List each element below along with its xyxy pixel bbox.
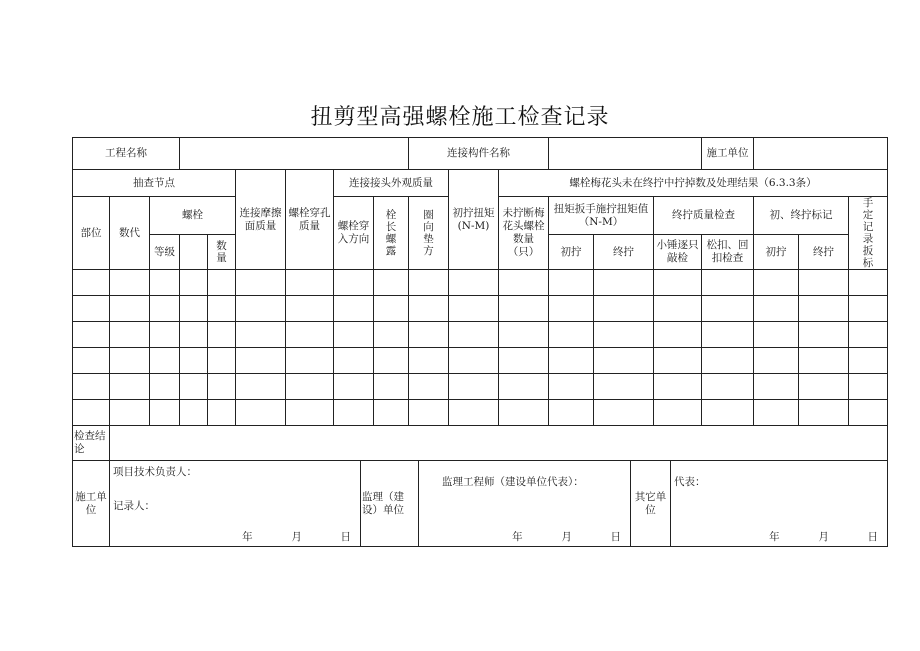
construction-unit-sig-label: 施工单位 — [73, 461, 110, 547]
table-cell[interactable] — [110, 374, 150, 400]
supervision-unit-label: 监理（建设）单位 — [361, 461, 419, 547]
table-cell[interactable] — [754, 400, 799, 426]
table-cell[interactable] — [150, 374, 180, 400]
table-cell[interactable] — [334, 400, 374, 426]
table-cell[interactable] — [334, 296, 374, 322]
table-cell[interactable] — [73, 322, 110, 348]
component-name-value[interactable] — [549, 138, 702, 170]
month-label: 月 — [561, 530, 572, 543]
table-cell[interactable] — [409, 374, 449, 400]
table-cell[interactable] — [754, 270, 799, 296]
insertion-direction-header: 螺栓穿入方向 — [334, 197, 374, 270]
table-cell[interactable] — [110, 348, 150, 374]
table-cell[interactable] — [110, 322, 150, 348]
mark-final-header: 终拧 — [799, 235, 849, 270]
table-cell[interactable] — [374, 322, 409, 348]
table-cell[interactable] — [499, 296, 549, 322]
year-label: 年 — [512, 530, 523, 543]
table-cell[interactable] — [799, 270, 849, 296]
construction-sig-block[interactable] — [110, 461, 361, 547]
table-cell[interactable] — [180, 348, 208, 374]
inspection-node-header: 抽查节点 — [73, 170, 236, 197]
table-cell[interactable] — [594, 322, 654, 348]
wrench-torque-header: 扭矩扳手施拧扭矩值（N-M） — [549, 197, 654, 235]
table-cell[interactable] — [110, 400, 150, 426]
plum-head-group-header: 螺栓梅花头未在终拧中拧掉数及处理结果（6.3.3条） — [499, 170, 888, 197]
table-cell[interactable] — [499, 322, 549, 348]
tech-lead-label: 项目技术负责人： — [113, 465, 197, 478]
table-cell[interactable] — [549, 348, 594, 374]
table-row — [73, 296, 888, 322]
table-cell[interactable] — [499, 374, 549, 400]
table-cell[interactable] — [654, 400, 702, 426]
table-cell[interactable] — [236, 400, 286, 426]
table-cell[interactable] — [110, 270, 150, 296]
table-cell[interactable] — [799, 400, 849, 426]
supervision-engineer-label: 监理工程师（建设单位代表）： — [442, 475, 584, 488]
table-cell[interactable] — [208, 374, 236, 400]
other-date — [769, 531, 878, 544]
table-cell[interactable] — [374, 348, 409, 374]
location-header: 部位 — [73, 197, 110, 270]
table-cell[interactable] — [236, 374, 286, 400]
table-cell[interactable] — [150, 400, 180, 426]
hole-quality-header: 螺栓穿孔质量 — [286, 170, 334, 270]
table-cell[interactable] — [180, 322, 208, 348]
table-cell[interactable] — [849, 400, 888, 426]
inspection-table — [72, 137, 888, 461]
table-cell[interactable] — [110, 296, 150, 322]
table-cell[interactable] — [286, 270, 334, 296]
table-cell[interactable] — [594, 374, 654, 400]
page-title: 扭剪型高强螺栓施工检查记录 — [310, 105, 610, 130]
table-cell[interactable] — [754, 296, 799, 322]
month-label: 月 — [291, 530, 302, 543]
table-cell[interactable] — [73, 400, 110, 426]
day-label: 日 — [340, 530, 351, 543]
table-cell[interactable] — [208, 322, 236, 348]
table-cell[interactable] — [150, 322, 180, 348]
table-cell[interactable] — [286, 400, 334, 426]
bolt-header: 螺栓 — [150, 197, 236, 235]
conclusion-value[interactable] — [110, 426, 888, 461]
other-sig-block[interactable] — [671, 461, 888, 547]
table-cell[interactable] — [849, 270, 888, 296]
table-cell[interactable] — [549, 322, 594, 348]
table-cell[interactable] — [799, 374, 849, 400]
table-cell[interactable] — [208, 296, 236, 322]
table-row — [73, 374, 888, 400]
recorder-label: 记录人： — [113, 499, 155, 512]
washer-direction-header: 圈向垫方 — [409, 197, 449, 270]
table-row — [73, 270, 888, 296]
table-cell[interactable] — [499, 270, 549, 296]
table-row — [73, 400, 888, 426]
initial-header: 初拧 — [549, 235, 594, 270]
table-cell[interactable] — [334, 348, 374, 374]
other-unit-label: 其它单位 — [631, 461, 671, 547]
project-name-value[interactable] — [180, 138, 409, 170]
bolt-exposure-header: 栓长螺露 — [374, 197, 409, 270]
table-cell[interactable] — [180, 296, 208, 322]
table-cell[interactable] — [594, 400, 654, 426]
table-cell[interactable] — [754, 322, 799, 348]
table-cell[interactable] — [236, 296, 286, 322]
table-cell[interactable] — [180, 400, 208, 426]
table-cell[interactable] — [409, 400, 449, 426]
table-cell[interactable] — [334, 322, 374, 348]
loose-check-header: 松扣、回扣检查 — [702, 235, 754, 270]
table-cell[interactable] — [374, 270, 409, 296]
table-cell[interactable] — [849, 374, 888, 400]
table-cell[interactable] — [409, 296, 449, 322]
grade-header: 等级 — [150, 235, 180, 270]
table-cell[interactable] — [236, 270, 286, 296]
count-header: 数代 — [110, 197, 150, 270]
table-cell[interactable] — [374, 296, 409, 322]
year-label: 年 — [769, 530, 780, 543]
representative-label: 代表： — [674, 475, 706, 488]
joint-appearance-header: 连接接头外观质量 — [334, 170, 449, 197]
table-cell[interactable] — [334, 270, 374, 296]
table-cell[interactable] — [208, 270, 236, 296]
unbroken-count-header: 未拧断梅花头螺栓数量（只） — [499, 197, 549, 270]
inspection-form — [72, 137, 887, 547]
table-cell[interactable] — [799, 348, 849, 374]
table-cell[interactable] — [374, 374, 409, 400]
supervision-sig-block[interactable] — [419, 461, 631, 547]
table-cell[interactable] — [654, 374, 702, 400]
table-row — [73, 322, 888, 348]
year-label: 年 — [242, 530, 253, 543]
table-cell[interactable] — [702, 348, 754, 374]
table-cell[interactable] — [334, 374, 374, 400]
table-cell[interactable] — [208, 348, 236, 374]
table-cell[interactable] — [702, 270, 754, 296]
table-cell[interactable] — [409, 322, 449, 348]
initial-torque-header: 初拧扭矩(N-M) — [449, 170, 499, 270]
table-cell[interactable] — [499, 400, 549, 426]
table-cell[interactable] — [236, 348, 286, 374]
table-cell[interactable] — [594, 296, 654, 322]
table-cell[interactable] — [799, 322, 849, 348]
table-cell[interactable] — [594, 270, 654, 296]
table-cell[interactable] — [799, 296, 849, 322]
table-cell[interactable] — [702, 400, 754, 426]
table-cell[interactable] — [702, 296, 754, 322]
table-cell[interactable] — [702, 374, 754, 400]
table-cell[interactable] — [754, 348, 799, 374]
table-cell[interactable] — [499, 348, 549, 374]
table-cell[interactable] — [754, 374, 799, 400]
table-cell[interactable] — [549, 296, 594, 322]
table-row — [73, 348, 888, 374]
table-cell[interactable] — [449, 400, 499, 426]
table-cell[interactable] — [374, 400, 409, 426]
table-cell[interactable] — [449, 270, 499, 296]
table-cell[interactable] — [73, 270, 110, 296]
component-name-label: 连接构件名称 — [409, 138, 549, 170]
friction-surface-header: 连接摩擦面质量 — [236, 170, 286, 270]
table-cell[interactable] — [150, 270, 180, 296]
day-label: 日 — [867, 530, 878, 543]
table-cell[interactable] — [449, 374, 499, 400]
table-cell[interactable] — [286, 374, 334, 400]
table-cell[interactable] — [286, 322, 334, 348]
table-cell[interactable] — [73, 374, 110, 400]
table-cell[interactable] — [654, 270, 702, 296]
table-cell[interactable] — [150, 296, 180, 322]
table-cell[interactable] — [549, 270, 594, 296]
construction-unit-value[interactable] — [754, 138, 888, 170]
final-quality-check-header: 终拧质量检查 — [654, 197, 754, 235]
project-name-label: 工程名称 — [73, 138, 180, 170]
hammer-check-header: 小锤逐只敲检 — [654, 235, 702, 270]
signature-table — [72, 460, 888, 547]
final-header: 终拧 — [594, 235, 654, 270]
marks-header: 初、终拧标记 — [754, 197, 849, 235]
manual-wrench-header: 手定记录扳标 — [849, 197, 888, 270]
quantity-header: 数量 — [208, 235, 236, 270]
table-cell[interactable] — [409, 348, 449, 374]
table-cell[interactable] — [208, 400, 236, 426]
mark-initial-header: 初拧 — [754, 235, 799, 270]
table-cell[interactable] — [236, 322, 286, 348]
table-cell[interactable] — [849, 322, 888, 348]
table-cell[interactable] — [150, 348, 180, 374]
construction-date — [242, 531, 351, 544]
table-cell[interactable] — [180, 270, 208, 296]
table-cell[interactable] — [449, 296, 499, 322]
table-cell[interactable] — [180, 374, 208, 400]
table-cell[interactable] — [73, 348, 110, 374]
table-cell[interactable] — [654, 348, 702, 374]
table-cell[interactable] — [409, 270, 449, 296]
table-cell[interactable] — [286, 348, 334, 374]
table-cell[interactable] — [286, 296, 334, 322]
conclusion-label: 检查结论 — [73, 426, 110, 461]
month-label: 月 — [818, 530, 829, 543]
bolt-blank-header — [180, 235, 208, 270]
day-label: 日 — [610, 530, 621, 543]
table-cell[interactable] — [654, 322, 702, 348]
table-cell[interactable] — [849, 296, 888, 322]
supervision-date — [512, 531, 621, 544]
table-cell[interactable] — [73, 296, 110, 322]
table-cell[interactable] — [654, 296, 702, 322]
table-cell[interactable] — [549, 400, 594, 426]
construction-unit-label: 施工单位 — [702, 138, 754, 170]
table-cell[interactable] — [549, 374, 594, 400]
table-cell[interactable] — [594, 348, 654, 374]
table-cell[interactable] — [849, 348, 888, 374]
table-cell[interactable] — [702, 322, 754, 348]
table-cell[interactable] — [449, 348, 499, 374]
table-cell[interactable] — [449, 322, 499, 348]
